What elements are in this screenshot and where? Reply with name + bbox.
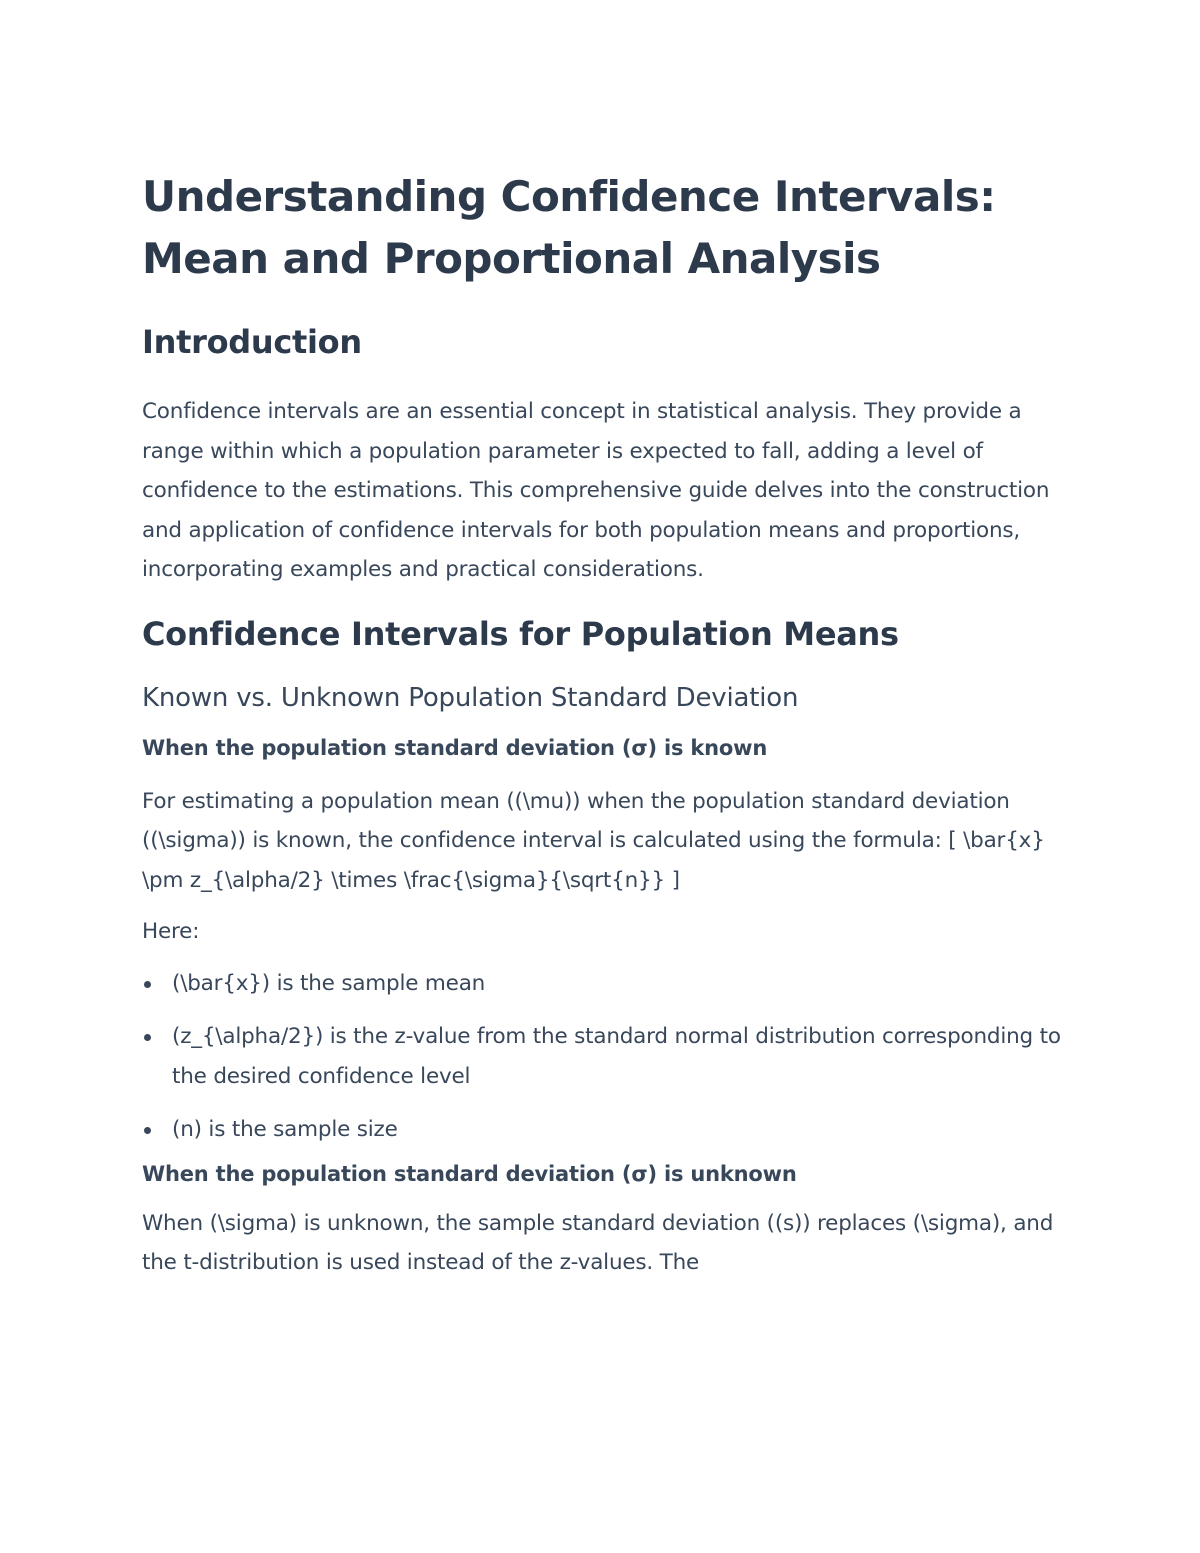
std-dev-subheading: Known vs. Unknown Population Standard Deviation [142, 682, 799, 713]
list-item-text: (\bar{x}) is the sample mean [172, 970, 486, 996]
bullet-icon [144, 1034, 151, 1041]
unknown-sigma-paragraph: When (\sigma) is unknown, the sample standard deviation ((s)) replaces (\sigma), and the t-distribution is used instead of the z-values. The [142, 1210, 1054, 1275]
unknown-sigma-heading: When the population standard deviation (σ) is unknown [142, 1161, 797, 1186]
document-title: Understanding Confidence Intervals: Mean and Proportional Analysis [142, 172, 996, 283]
introduction-paragraph: Confidence intervals are an essential concept in statistical analysis. They provide a range within which a population parameter is expected to fall, adding a level of confidence to the estimations. This comprehensive guide delves into the construction and application of confidence intervals for both population means and proportions, incorporating examples and practical considerations. [142, 399, 1050, 582]
document-page [142, 166, 1062, 1283]
list-item [142, 964, 1062, 1004]
introduction-heading: Introduction [142, 323, 362, 361]
formula-terms-list [142, 964, 1062, 1150]
means-section-heading: Confidence Intervals for Population Means [142, 614, 899, 653]
here-label: Here: [142, 919, 200, 944]
list-item [142, 1110, 1062, 1150]
list-item [142, 1017, 1062, 1096]
list-item-text: (n) is the sample size [172, 1117, 398, 1142]
known-sigma-paragraph: For estimating a population mean ((\mu)) when the population standard deviation ((\sigma)) is known, the confidence interval is calculated using the formula: [ \bar{x} \pm z_{\alpha/2} \times \frac{\sigma}{\sqrt{n}} ] [142, 788, 1045, 893]
bullet-icon [144, 1127, 151, 1134]
known-sigma-heading: When the population standard deviation (σ) is known [142, 735, 768, 760]
bullet-icon [144, 981, 151, 988]
list-item-text: (z_{\alpha/2}) is the z-value from the standard normal distribution corresponding to the desired confidence level [172, 1024, 1061, 1089]
